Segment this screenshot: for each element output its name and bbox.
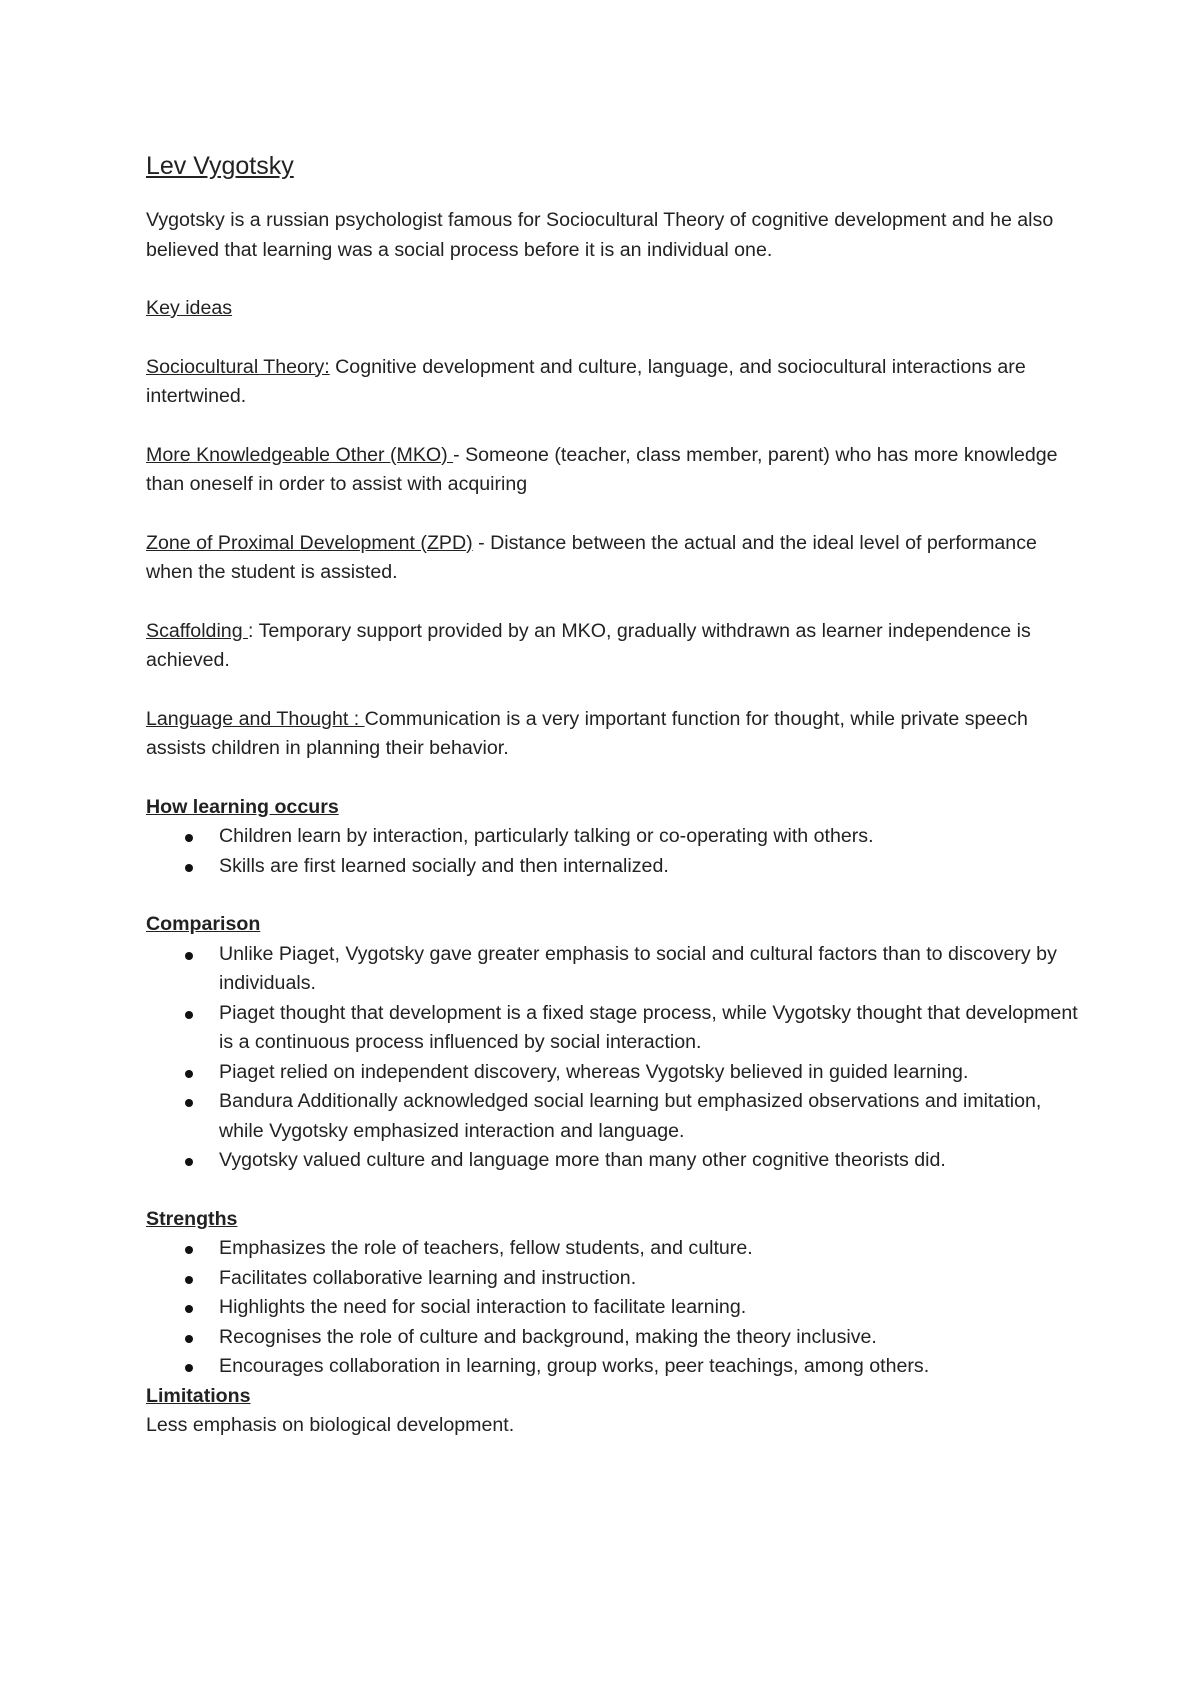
idea-scaffolding xyxy=(146,617,1086,676)
idea-term: More Knowledgeable Other (MKO) xyxy=(146,443,454,466)
list-item-text: Recognises the role of culture and background, making the theory inclusive. xyxy=(219,1325,877,1348)
bullet-icon xyxy=(185,1158,193,1166)
document-title: Lev Vygotsky xyxy=(146,152,294,180)
key-ideas-label: Key ideas xyxy=(146,297,233,319)
intro-paragraph: Vygotsky is a russian psychologist famous for Sociocultural Theory of cognitive development and he also believed that learning was a social process before it is an individual one. xyxy=(146,209,1054,261)
idea-term: Zone of Proximal Development (ZPD) xyxy=(146,531,473,554)
list-item xyxy=(146,822,1086,852)
list-item xyxy=(146,852,1086,882)
list-item xyxy=(146,1087,1086,1146)
list-item-text: Vygotsky valued culture and language more than many other cognitive theorists did. xyxy=(219,1149,946,1171)
idea-text: Communication is a very important function for thought, while private speech assists children in planning their behavior. xyxy=(146,707,1028,759)
bullet-icon xyxy=(185,1246,193,1254)
document-page xyxy=(146,148,1086,1441)
strengths-list xyxy=(146,1234,1086,1382)
list-item xyxy=(146,1264,1086,1294)
idea-language-thought xyxy=(146,705,1086,764)
idea-text: - Distance between the actual and the ideal level of performance when the student is assisted. xyxy=(146,531,1037,583)
list-item xyxy=(146,940,1086,999)
list-item xyxy=(146,999,1086,1058)
list-item-text: Facilitates collaborative learning and instruction. xyxy=(219,1266,637,1289)
list-item-text: Skills are first learned socially and then internalized. xyxy=(219,854,669,877)
bullet-icon xyxy=(185,834,193,842)
list-item-text: Emphasizes the role of teachers, fellow students, and culture. xyxy=(219,1237,753,1259)
list-item-text: Bandura Additionally acknowledged social learning but emphasized observations and imitation, while Vygotsky emphasized interaction and language. xyxy=(219,1090,1042,1142)
idea-term: Language and Thought : xyxy=(146,707,365,730)
strengths-heading: Strengths xyxy=(146,1207,238,1230)
idea-term: Sociocultural Theory: xyxy=(146,355,330,378)
idea-text: Cognitive development and culture, language, and sociocultural interactions are intertwined. xyxy=(146,355,1026,407)
list-item xyxy=(146,1323,1086,1353)
list-item xyxy=(146,1352,1086,1382)
comparison-list xyxy=(146,940,1086,1176)
bullet-icon xyxy=(185,1305,193,1313)
bullet-icon xyxy=(185,1276,193,1284)
list-item-text: Piaget thought that development is a fixed stage process, while Vygotsky thought that development is a continuous process influenced by social interaction. xyxy=(219,1001,1078,1053)
bullet-icon xyxy=(185,864,193,872)
bullet-icon xyxy=(185,952,193,960)
list-item-text: Piaget relied on independent discovery, whereas Vygotsky believed in guided learning. xyxy=(219,1060,969,1083)
limitations-text: Less emphasis on biological development. xyxy=(146,1414,515,1436)
comparison-heading: Comparison xyxy=(146,913,261,935)
list-item xyxy=(146,1293,1086,1323)
bullet-icon xyxy=(185,1335,193,1343)
idea-sociocultural-theory xyxy=(146,353,1086,412)
list-item-text: Children learn by interaction, particularly talking or co-operating with others. xyxy=(219,825,874,847)
idea-zpd xyxy=(146,529,1086,588)
limitations-heading: Limitations xyxy=(146,1384,251,1407)
how-learning-heading: How learning occurs xyxy=(146,795,339,818)
bullet-icon xyxy=(185,1011,193,1019)
list-item-text: Encourages collaboration in learning, group works, peer teachings, among others. xyxy=(219,1355,930,1377)
list-item xyxy=(146,1234,1086,1264)
list-item xyxy=(146,1146,1086,1176)
idea-mko xyxy=(146,441,1086,500)
idea-term: Scaffolding xyxy=(146,619,249,642)
list-item-text: Highlights the need for social interaction to facilitate learning. xyxy=(219,1296,747,1318)
bullet-icon xyxy=(185,1364,193,1372)
bullet-icon xyxy=(185,1099,193,1107)
list-item-text: Unlike Piaget, Vygotsky gave greater emphasis to social and cultural factors than to discovery by individuals. xyxy=(219,942,1057,994)
idea-text: : Temporary support provided by an MKO, gradually withdrawn as learner independence is achieved. xyxy=(146,619,1031,671)
bullet-icon xyxy=(185,1070,193,1078)
idea-text: - Someone (teacher, class member, parent) who has more knowledge than oneself in order to assist with acquiring xyxy=(146,443,1058,495)
how-learning-list xyxy=(146,822,1086,881)
list-item xyxy=(146,1058,1086,1088)
